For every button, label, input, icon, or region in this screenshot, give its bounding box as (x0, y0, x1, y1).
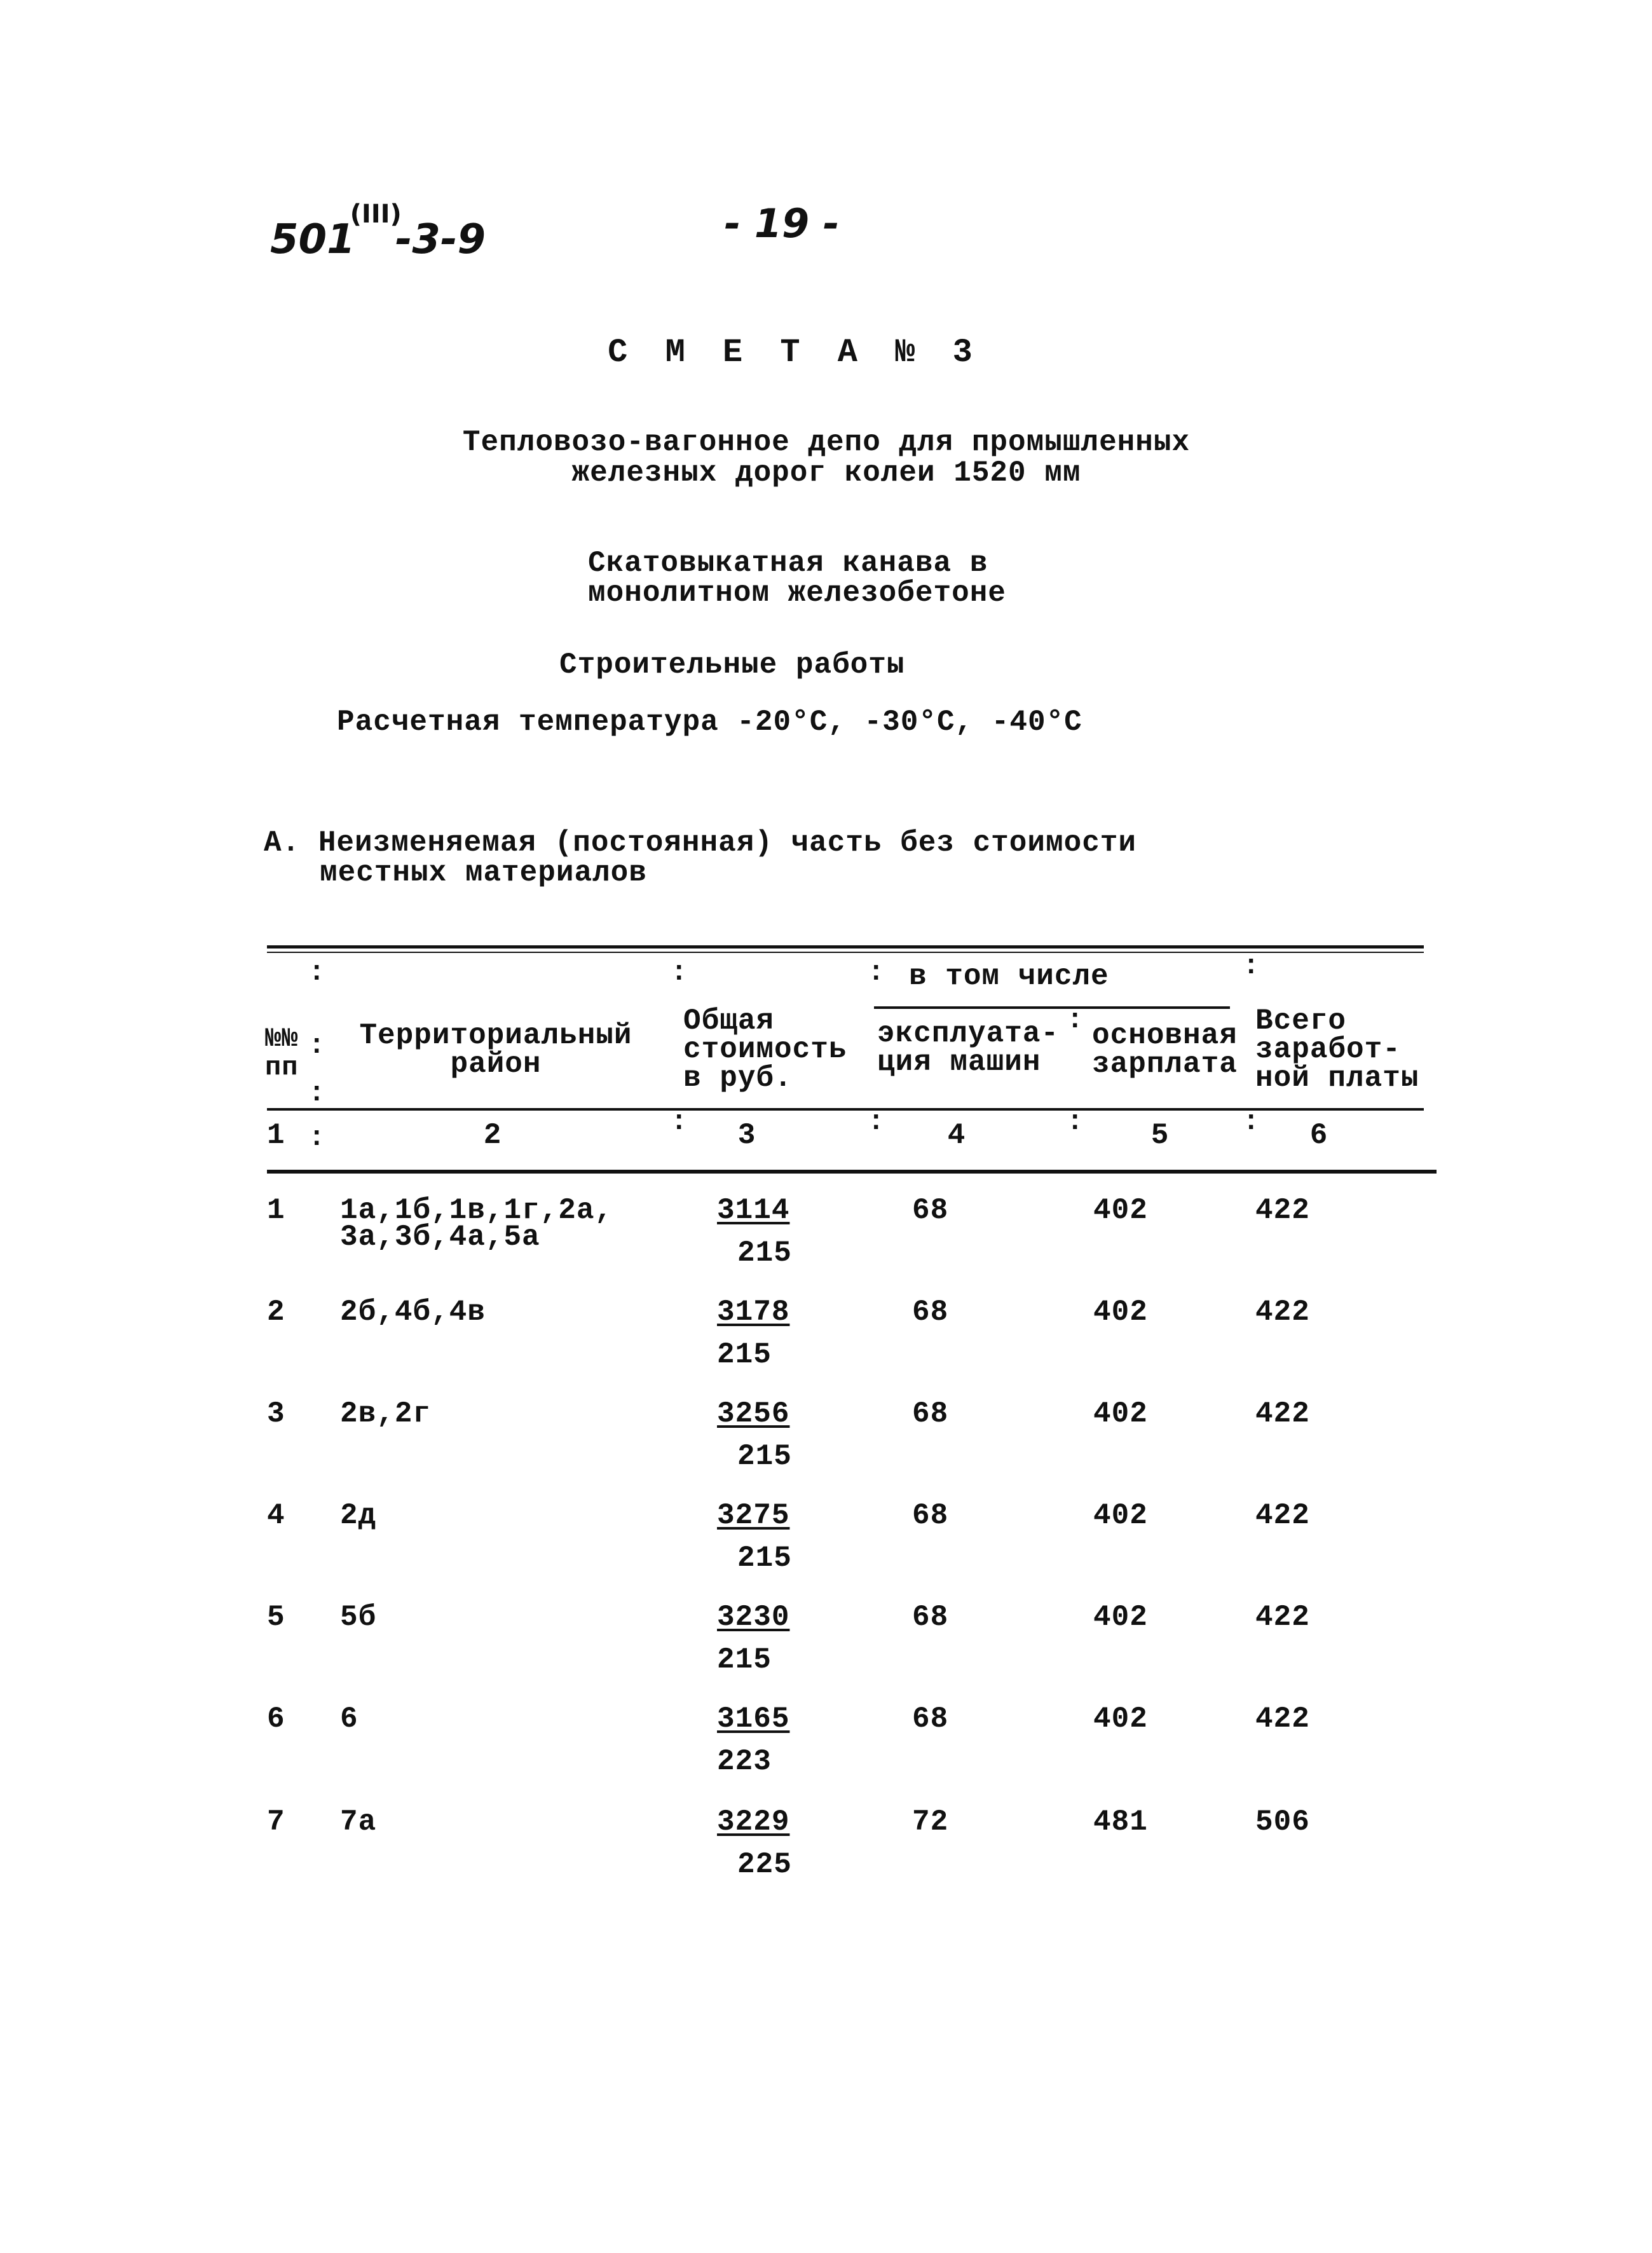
page-number: - 19 - (724, 200, 840, 247)
document-code-base: 501 (270, 216, 355, 263)
column-separator: : (1243, 950, 1260, 982)
row-wage: 402 (1093, 1194, 1148, 1227)
section-heading-line-1: А. Неизменяемая (постоянная) часть без стоимости (264, 826, 1137, 859)
header-all-wages-l2: заработ- (1255, 1033, 1401, 1066)
works-title: Строительные работы (559, 648, 905, 681)
row-all-wages: 422 (1255, 1397, 1310, 1430)
column-number-4: 4 (947, 1119, 966, 1152)
header-region-l2: район (450, 1048, 542, 1081)
row-all-wages: 422 (1255, 1702, 1310, 1736)
column-number-3: 3 (737, 1119, 756, 1152)
row-wage: 481 (1093, 1805, 1148, 1839)
column-separator: : (308, 1078, 325, 1109)
column-separator: : (868, 957, 885, 989)
row-all-wages: 422 (1255, 1194, 1310, 1227)
row-machines: 68 (912, 1702, 949, 1736)
column-number-1: 1 (267, 1119, 285, 1152)
row-number: 7 (267, 1805, 285, 1839)
document-code (270, 200, 486, 263)
row-number: 2 (267, 1296, 285, 1329)
row-number: 3 (267, 1397, 285, 1430)
row-number: 6 (267, 1702, 285, 1736)
section-heading-line-2: местных материалов (320, 856, 647, 889)
row-wage: 402 (1093, 1702, 1148, 1736)
column-separator: : (1067, 1004, 1084, 1036)
header-all-wages-l1: Всего (1255, 1004, 1347, 1037)
row-total-sub: 225 (737, 1848, 792, 1881)
table-top-rule (267, 945, 1424, 948)
subtitle-line-1: Тепловозо-вагонное депо для промышленных (462, 426, 1191, 459)
row-wage: 402 (1093, 1296, 1148, 1329)
document-code-sup: (III) (350, 200, 402, 229)
row-region-cont: 3а,3б,4а,5а (340, 1221, 540, 1254)
column-number-6: 6 (1309, 1119, 1328, 1152)
row-number: 4 (267, 1499, 285, 1532)
header-total-l1: Общая (683, 1004, 775, 1037)
row-number: 1 (267, 1194, 285, 1227)
row-all-wages: 422 (1255, 1296, 1310, 1329)
row-wage: 402 (1093, 1499, 1148, 1532)
page-title: С М Е Т А № 3 (608, 334, 981, 371)
row-total-sub: 215 (737, 1440, 792, 1473)
row-total-sub: 215 (737, 1542, 792, 1575)
column-separator: : (868, 1106, 885, 1138)
row-wage: 402 (1093, 1397, 1148, 1430)
row-region: 2д (340, 1499, 377, 1532)
header-all-wages-l3: ной платы (1255, 1062, 1419, 1095)
row-region: 7а (340, 1805, 377, 1839)
header-including: в том числе (909, 960, 1109, 993)
column-separator: : (1243, 1106, 1260, 1138)
row-region: 6 (340, 1702, 358, 1736)
header-wage-l2: зарплата (1092, 1048, 1238, 1081)
column-number-2: 2 (483, 1119, 502, 1152)
row-region: 2в,2г (340, 1397, 432, 1430)
row-all-wages: 422 (1255, 1499, 1310, 1532)
column-separator: : (671, 957, 688, 989)
row-region: 2б,4б,4в (340, 1296, 486, 1329)
header-wage-l1: основная (1092, 1019, 1238, 1052)
row-machines: 68 (912, 1194, 949, 1227)
object-line-2: монолитном железобетоне (588, 577, 1006, 610)
row-total: 3275 (717, 1499, 790, 1532)
document-code-rest: -3-9 (395, 216, 486, 263)
row-machines: 68 (912, 1601, 949, 1634)
column-number-5: 5 (1150, 1119, 1170, 1152)
row-machines: 68 (912, 1397, 949, 1430)
row-number: 5 (267, 1601, 285, 1634)
row-all-wages: 422 (1255, 1601, 1310, 1634)
header-number-l1: №№ (265, 1024, 299, 1054)
row-total: 3178 (717, 1296, 790, 1329)
row-total: 3165 (717, 1702, 790, 1736)
row-region: 1а,1б,1в,1г,2а, (340, 1194, 613, 1227)
column-separator: : (308, 1122, 325, 1154)
row-total: 3230 (717, 1601, 790, 1634)
row-total-sub: 215 (737, 1236, 792, 1270)
header-machines-l2: ция машин (877, 1046, 1041, 1079)
header-total-l3: в руб. (683, 1062, 793, 1095)
row-machines: 68 (912, 1296, 949, 1329)
row-total: 3256 (717, 1397, 790, 1430)
row-total: 3229 (717, 1805, 790, 1839)
including-rule (874, 1006, 1230, 1009)
row-all-wages: 506 (1255, 1805, 1310, 1839)
row-machines: 68 (912, 1499, 949, 1532)
header-machines-l1: эксплуата- (877, 1017, 1060, 1050)
design-temperature: Расчетная температура -20°C, -30°C, -40°C (337, 706, 1082, 739)
column-separator: : (308, 1030, 325, 1062)
row-total-sub: 215 (717, 1338, 772, 1371)
row-region: 5б (340, 1601, 377, 1634)
subtitle-line-2: железных дорог колеи 1520 мм (571, 456, 1081, 490)
row-total: 3114 (717, 1194, 790, 1227)
header-total-l2: стоимость (683, 1033, 847, 1066)
column-numbers-rule (267, 1170, 1437, 1174)
column-separator: : (671, 1106, 688, 1138)
row-machines: 72 (912, 1805, 949, 1839)
row-total-sub: 223 (717, 1745, 772, 1778)
row-total-sub: 215 (717, 1643, 772, 1676)
object-line-1: Скатовыкатная канава в (588, 547, 988, 580)
column-separator: : (1067, 1106, 1084, 1138)
header-number-l2: пп (265, 1052, 299, 1083)
header-region-l1: Территориальный (359, 1019, 632, 1052)
row-wage: 402 (1093, 1601, 1148, 1634)
column-separator: : (308, 957, 325, 989)
